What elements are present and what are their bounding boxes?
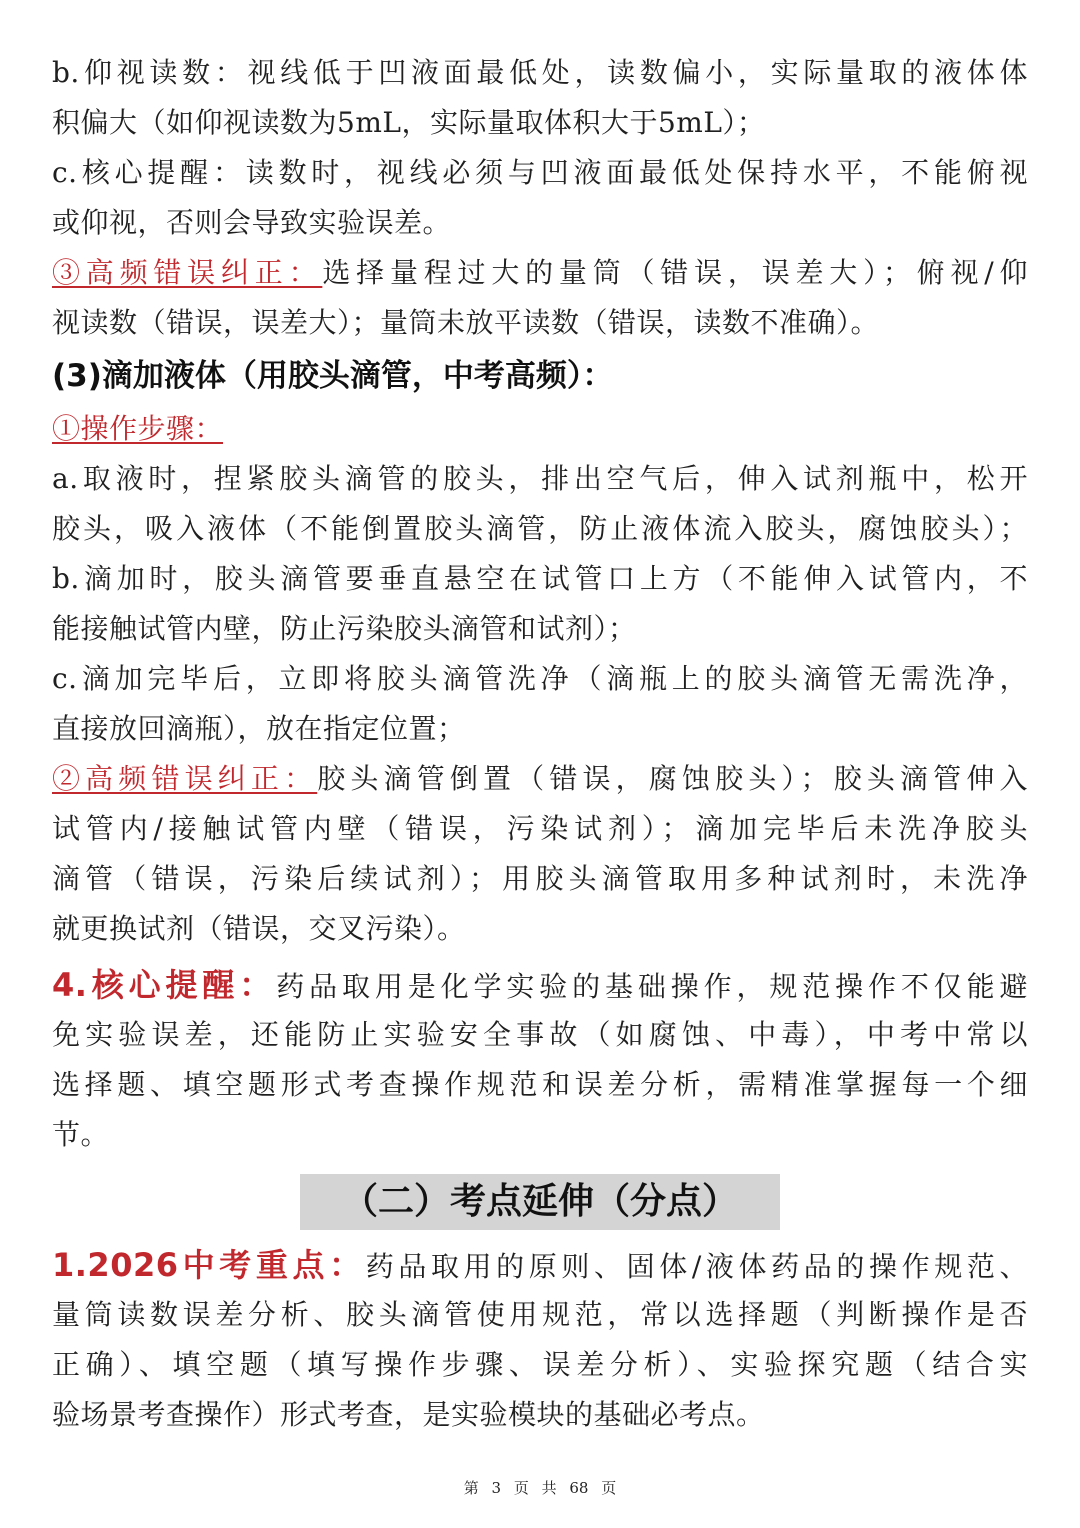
steps-label: ①操作步骤： <box>52 412 224 445</box>
error-correction-2-line-2: 试管内/接触试管内壁（错误，污染试剂）；滴加完毕后未洗净胶头 <box>52 812 1028 845</box>
exam-focus-line-2: 量筒读数误差分析、胶头滴管使用规范，常以选择题（判断操作是否 <box>52 1298 1028 1331</box>
step-b-line-2: 能接触试管内壁，防止污染胶头滴管和试剂）； <box>52 612 637 645</box>
exam-focus-label: 1.2026中考重点： <box>52 1246 366 1284</box>
error-correction-2-text: 胶头滴管倒置（错误，腐蚀胶头）；胶头滴管伸入 <box>317 762 1028 795</box>
core-reminder-label: 4.核心提醒： <box>52 966 277 1004</box>
step-a-line-1: a.取液时，捏紧胶头滴管的胶头，排出空气后，伸入试剂瓶中，松开 <box>52 462 1028 495</box>
step-c-line-1: c.滴加完毕后，立即将胶头滴管洗净（滴瓶上的胶头滴管无需洗净， <box>52 662 1028 695</box>
error-correction-2-line-3: 滴管（错误，污染后续试剂）；用胶头滴管取用多种试剂时，未洗净 <box>52 862 1028 895</box>
para-b-line-2: 积偏大（如仰视读数为5mL，实际量取体积大于5mL）； <box>52 106 766 139</box>
core-reminder-line-2: 免实验误差，还能防止实验安全事故（如腐蚀、中毒），中考中常以 <box>52 1018 1028 1051</box>
error-correction-3-line-2: 视读数（错误，误差大）；量筒未放平读数（错误，读数不准确）。 <box>52 306 880 339</box>
exam-focus-text: 药品取用的原则、固体/液体药品的操作规范、 <box>365 1250 1028 1283</box>
para-c-line-2: 或仰视，否则会导致实验误差。 <box>52 206 452 239</box>
exam-focus-line-3: 正确）、填空题（填写操作步骤、误差分析）、实验探究题（结合实 <box>52 1348 1028 1381</box>
exam-focus-line-4: 验场景考查操作）形式考查，是实验模块的基础必考点。 <box>52 1398 765 1431</box>
step-b-line-1: b.滴加时，胶头滴管要垂直悬空在试管口上方（不能伸入试管内，不 <box>52 562 1028 595</box>
para-b-line-1: b.仰视读数：视线低于凹液面最低处，读数偏小，实际量取的液体体 <box>52 56 1028 89</box>
core-reminder-line-1 <box>52 960 1028 1010</box>
core-reminder-line-3: 选择题、填空题形式考查操作规范和误差分析，需精准掌握每一个细 <box>52 1068 1028 1101</box>
step-c-line-2: 直接放回滴瓶），放在指定位置； <box>52 712 466 745</box>
error-correction-3-label: ③高频错误纠正： <box>52 256 323 289</box>
steps-label-line <box>52 404 1028 454</box>
section-3-heading: (3)滴加液体（用胶头滴管，中考高频）： <box>52 358 614 394</box>
core-reminder-line-4: 节。 <box>52 1118 110 1151</box>
error-correction-3-line-1 <box>52 248 1028 298</box>
step-a-line-2: 胶头，吸入液体（不能倒置胶头滴管，防止液体流入胶头，腐蚀胶头）； <box>52 512 1028 545</box>
error-correction-2-line-4: 就更换试剂（错误，交叉污染）。 <box>52 912 466 945</box>
document-body <box>52 48 1028 1440</box>
error-correction-2-line-1 <box>52 754 1028 804</box>
error-correction-3-text: 选择量程过大的量筒（错误，误差大）；俯视/仰 <box>322 256 1028 289</box>
error-correction-2-label: ②高频错误纠正： <box>52 762 318 795</box>
page-number-footer: 第 3 页 共 68 页 <box>463 1479 617 1497</box>
core-reminder-text: 药品取用是化学实验的基础操作，规范操作不仅能避 <box>276 970 1028 1003</box>
para-c-line-1: c.核心提醒：读数时，视线必须与凹液面最低处保持水平，不能俯视 <box>52 156 1028 189</box>
exam-focus-line-1 <box>52 1240 1028 1290</box>
section-2-title: （二）考点延伸（分点） <box>300 1174 780 1230</box>
